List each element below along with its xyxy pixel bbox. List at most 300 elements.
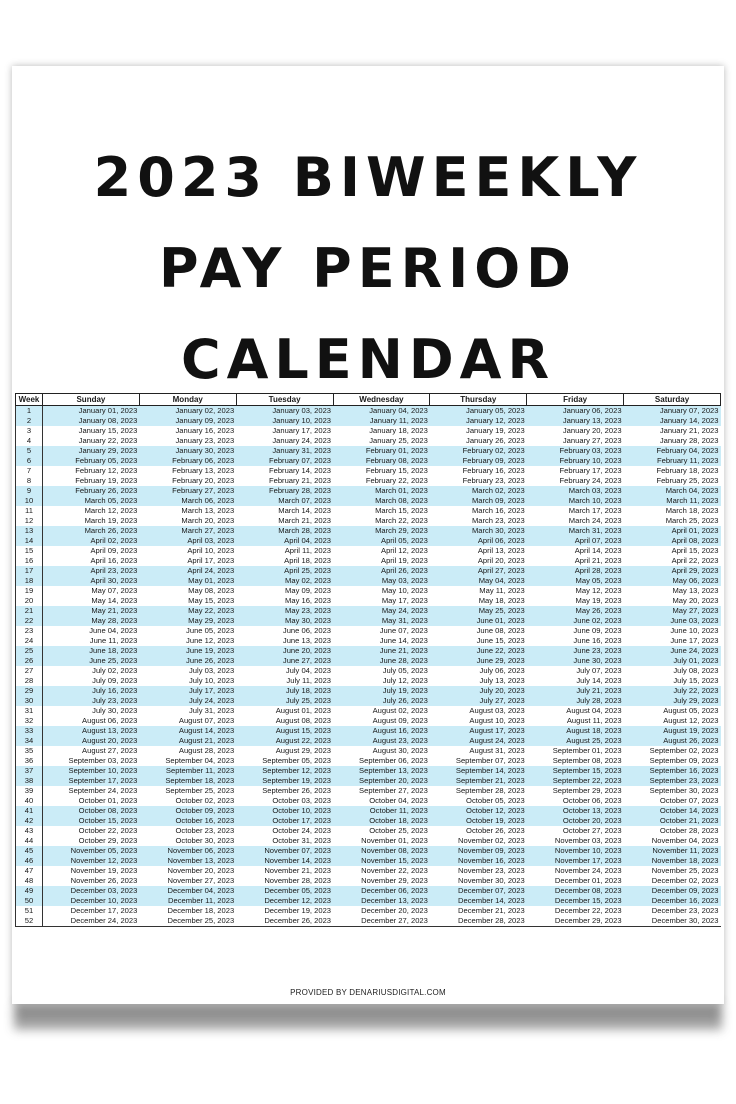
date-cell: April 28, 2023 (527, 566, 624, 576)
date-cell: February 07, 2023 (236, 456, 333, 466)
week-number-cell: 28 (16, 676, 43, 686)
date-cell: May 17, 2023 (381, 596, 428, 605)
date-cell: January 14, 2023 (624, 416, 721, 426)
table-row (16, 736, 721, 746)
table-row (16, 506, 721, 516)
date-cell: July 03, 2023 (189, 666, 235, 675)
date-cell: January 24, 2023 (272, 436, 332, 445)
date-cell: February 04, 2023 (624, 446, 721, 456)
date-cell: November 15, 2023 (333, 856, 430, 866)
date-cell: May 02, 2023 (236, 576, 333, 586)
week-number-cell: 41 (16, 806, 43, 816)
date-cell: June 15, 2023 (476, 636, 525, 645)
date-cell: July 22, 2023 (624, 686, 721, 696)
date-cell: February 17, 2023 (559, 466, 622, 475)
table-header-row (16, 394, 721, 406)
date-cell: April 20, 2023 (477, 556, 525, 565)
table-row (16, 856, 721, 866)
table-row (16, 586, 721, 596)
date-cell: February 06, 2023 (139, 456, 236, 466)
week-number-cell: 45 (16, 846, 43, 856)
week-number-cell: 49 (16, 886, 43, 896)
date-cell: November 30, 2023 (458, 876, 525, 885)
date-cell: September 14, 2023 (430, 766, 527, 776)
date-cell: April 24, 2023 (139, 566, 236, 576)
date-cell: September 27, 2023 (359, 786, 428, 795)
table-row (16, 656, 721, 666)
table-row (16, 636, 721, 646)
week-number-cell: 27 (16, 666, 43, 676)
date-cell: February 15, 2023 (365, 466, 428, 475)
date-cell: February 12, 2023 (75, 466, 138, 475)
table-row (16, 896, 721, 906)
date-cell: August 16, 2023 (333, 726, 430, 736)
date-cell: November 20, 2023 (167, 866, 235, 875)
date-cell: February 10, 2023 (527, 456, 624, 466)
date-cell: March 24, 2023 (568, 516, 622, 525)
date-cell: June 22, 2023 (430, 646, 527, 656)
date-cell: February 16, 2023 (462, 466, 525, 475)
week-number-cell: 11 (16, 506, 43, 516)
table-row (16, 786, 721, 796)
date-cell: July 09, 2023 (92, 676, 138, 685)
date-cell: October 09, 2023 (139, 806, 236, 816)
date-cell: July 18, 2023 (236, 686, 333, 696)
date-cell: February 22, 2023 (365, 476, 428, 485)
date-cell: January 15, 2023 (78, 426, 138, 435)
date-cell: March 26, 2023 (43, 526, 140, 536)
date-cell: July 10, 2023 (189, 676, 235, 685)
date-cell: November 16, 2023 (430, 856, 527, 866)
date-cell: August 11, 2023 (566, 716, 622, 725)
date-cell: November 11, 2023 (624, 846, 721, 856)
date-cell: April 27, 2023 (430, 566, 527, 576)
date-cell: October 02, 2023 (175, 796, 235, 805)
date-cell: January 09, 2023 (139, 416, 236, 426)
date-cell: September 05, 2023 (262, 756, 332, 765)
date-cell: January 04, 2023 (333, 406, 430, 417)
week-number-cell: 20 (16, 596, 43, 606)
date-cell: March 29, 2023 (333, 526, 430, 536)
date-cell: April 07, 2023 (527, 536, 624, 546)
date-cell: April 06, 2023 (430, 536, 527, 546)
date-cell: July 26, 2023 (333, 696, 430, 706)
table-row (16, 446, 721, 456)
date-cell: August 19, 2023 (624, 726, 721, 736)
date-cell: June 06, 2023 (282, 626, 332, 635)
date-cell: January 02, 2023 (139, 406, 236, 417)
week-number-cell: 36 (16, 756, 43, 766)
date-cell: June 03, 2023 (624, 616, 721, 626)
date-cell: February 21, 2023 (268, 476, 332, 485)
date-cell: January 10, 2023 (236, 416, 333, 426)
date-cell: March 16, 2023 (471, 506, 525, 515)
date-cell: October 21, 2023 (624, 816, 721, 826)
header-sunday: Sunday (43, 394, 140, 406)
date-cell: May 04, 2023 (430, 576, 527, 586)
date-cell: March 04, 2023 (624, 486, 721, 496)
date-cell: April 01, 2023 (624, 526, 721, 536)
date-cell: March 12, 2023 (84, 506, 138, 515)
date-cell: February 01, 2023 (333, 446, 430, 456)
week-number-cell: 5 (16, 446, 43, 456)
date-cell: September 16, 2023 (624, 766, 721, 776)
table-row (16, 576, 721, 586)
date-cell: June 04, 2023 (89, 626, 138, 635)
date-cell: June 16, 2023 (573, 636, 622, 645)
table-row (16, 876, 721, 886)
date-cell: October 26, 2023 (466, 826, 525, 835)
date-cell: August 25, 2023 (527, 736, 624, 746)
date-cell: June 07, 2023 (379, 626, 428, 635)
date-cell: December 07, 2023 (430, 886, 527, 896)
week-number-cell: 1 (16, 406, 43, 417)
table-row (16, 416, 721, 426)
date-cell: December 29, 2023 (527, 916, 624, 927)
date-cell: January 28, 2023 (659, 436, 719, 445)
date-cell: January 17, 2023 (272, 426, 332, 435)
date-cell: April 02, 2023 (43, 536, 140, 546)
date-cell: October 22, 2023 (78, 826, 138, 835)
table-row (16, 616, 721, 626)
date-cell: May 26, 2023 (527, 606, 624, 616)
date-cell: January 29, 2023 (43, 446, 140, 456)
date-cell: April 19, 2023 (381, 556, 428, 565)
date-cell: November 07, 2023 (236, 846, 333, 856)
table-row (16, 596, 721, 606)
week-number-cell: 32 (16, 716, 43, 726)
date-cell: December 06, 2023 (333, 886, 430, 896)
date-cell: July 11, 2023 (286, 676, 332, 685)
week-number-cell: 15 (16, 546, 43, 556)
date-cell: April 11, 2023 (284, 546, 332, 555)
week-number-cell: 10 (16, 496, 43, 506)
date-cell: May 22, 2023 (139, 606, 236, 616)
date-cell: March 13, 2023 (181, 506, 235, 515)
date-cell: September 13, 2023 (333, 766, 430, 776)
date-cell: December 05, 2023 (236, 886, 333, 896)
table-row (16, 566, 721, 576)
date-cell: November 26, 2023 (70, 876, 138, 885)
table-row (16, 846, 721, 856)
date-cell: May 18, 2023 (478, 596, 525, 605)
week-number-cell: 38 (16, 776, 43, 786)
date-cell: July 31, 2023 (189, 706, 235, 715)
table-row (16, 916, 721, 927)
date-cell: October 17, 2023 (236, 816, 333, 826)
table-row (16, 536, 721, 546)
date-cell: November 22, 2023 (361, 866, 428, 875)
date-cell: March 27, 2023 (139, 526, 236, 536)
date-cell: June 30, 2023 (527, 656, 624, 666)
date-cell: August 24, 2023 (430, 736, 527, 746)
date-cell: September 12, 2023 (236, 766, 333, 776)
date-cell: April 14, 2023 (574, 546, 622, 555)
date-cell: August 27, 2023 (82, 746, 138, 755)
date-cell: November 17, 2023 (527, 856, 624, 866)
date-cell: June 09, 2023 (573, 626, 622, 635)
date-cell: May 29, 2023 (139, 616, 236, 626)
date-cell: January 20, 2023 (562, 426, 622, 435)
date-cell: October 16, 2023 (139, 816, 236, 826)
date-cell: December 10, 2023 (43, 896, 140, 906)
date-cell: December 15, 2023 (527, 896, 624, 906)
date-cell: April 21, 2023 (574, 556, 622, 565)
date-cell: October 25, 2023 (369, 826, 428, 835)
date-cell: June 25, 2023 (43, 656, 140, 666)
date-cell: July 24, 2023 (139, 696, 236, 706)
date-cell: September 15, 2023 (527, 766, 624, 776)
date-cell: October 27, 2023 (562, 826, 622, 835)
date-cell: January 08, 2023 (43, 416, 140, 426)
date-cell: August 02, 2023 (372, 706, 428, 715)
date-cell: October 04, 2023 (369, 796, 428, 805)
date-cell: December 18, 2023 (167, 906, 235, 915)
date-cell: April 08, 2023 (624, 536, 721, 546)
date-cell: November 12, 2023 (43, 856, 140, 866)
page-title (12, 132, 724, 405)
date-cell: March 09, 2023 (430, 496, 527, 506)
date-cell: December 27, 2023 (333, 916, 430, 927)
date-cell: January 07, 2023 (624, 406, 721, 417)
date-cell: March 31, 2023 (527, 526, 624, 536)
date-cell: November 08, 2023 (333, 846, 430, 856)
date-cell: December 08, 2023 (527, 886, 624, 896)
week-number-cell: 39 (16, 786, 43, 796)
date-cell: June 23, 2023 (527, 646, 624, 656)
week-number-cell: 21 (16, 606, 43, 616)
date-cell: April 25, 2023 (236, 566, 333, 576)
date-cell: April 18, 2023 (284, 556, 332, 565)
date-cell: May 24, 2023 (333, 606, 430, 616)
date-cell: November 06, 2023 (139, 846, 236, 856)
date-cell: September 21, 2023 (430, 776, 527, 786)
date-cell: October 14, 2023 (624, 806, 721, 816)
date-cell: June 21, 2023 (333, 646, 430, 656)
date-cell: November 23, 2023 (458, 866, 525, 875)
week-number-cell: 34 (16, 736, 43, 746)
date-cell: May 05, 2023 (527, 576, 624, 586)
date-cell: February 20, 2023 (172, 476, 235, 485)
week-number-cell: 31 (16, 706, 43, 716)
date-cell: July 07, 2023 (576, 666, 622, 675)
date-cell: December 19, 2023 (264, 906, 332, 915)
date-cell: February 19, 2023 (75, 476, 138, 485)
date-cell: February 23, 2023 (462, 476, 525, 485)
table-row (16, 556, 721, 566)
table-row (16, 606, 721, 616)
date-cell: May 31, 2023 (333, 616, 430, 626)
date-cell: May 25, 2023 (430, 606, 527, 616)
date-cell: May 15, 2023 (188, 596, 235, 605)
date-cell: July 15, 2023 (673, 676, 719, 685)
date-cell: March 23, 2023 (471, 516, 525, 525)
date-cell: September 20, 2023 (333, 776, 430, 786)
header-monday: Monday (139, 394, 236, 406)
date-cell: June 18, 2023 (43, 646, 140, 656)
date-cell: January 19, 2023 (466, 426, 525, 435)
date-cell: November 21, 2023 (264, 866, 332, 875)
date-cell: March 30, 2023 (430, 526, 527, 536)
date-cell: July 02, 2023 (92, 666, 138, 675)
date-cell: June 08, 2023 (476, 626, 525, 635)
table-row (16, 706, 721, 716)
date-cell: March 08, 2023 (333, 496, 430, 506)
date-cell: August 20, 2023 (43, 736, 140, 746)
date-cell: August 08, 2023 (275, 716, 332, 725)
week-number-cell: 37 (16, 766, 43, 776)
date-cell: January 05, 2023 (430, 406, 527, 417)
date-cell: June 24, 2023 (624, 646, 721, 656)
date-cell: October 31, 2023 (272, 836, 332, 845)
date-cell: January 25, 2023 (369, 436, 428, 445)
date-cell: April 09, 2023 (90, 546, 138, 555)
date-cell: May 27, 2023 (624, 606, 721, 616)
week-number-cell: 43 (16, 826, 43, 836)
date-cell: April 23, 2023 (43, 566, 140, 576)
date-cell: July 06, 2023 (479, 666, 525, 675)
date-cell: August 14, 2023 (139, 726, 236, 736)
date-cell: May 14, 2023 (91, 596, 138, 605)
date-cell: September 22, 2023 (527, 776, 624, 786)
date-cell: August 12, 2023 (663, 716, 719, 725)
date-cell: August 26, 2023 (624, 736, 721, 746)
date-cell: August 22, 2023 (236, 736, 333, 746)
date-cell: September 09, 2023 (649, 756, 719, 765)
table-row (16, 776, 721, 786)
date-cell: October 23, 2023 (175, 826, 235, 835)
date-cell: November 14, 2023 (236, 856, 333, 866)
date-cell: August 07, 2023 (178, 716, 235, 725)
date-cell: July 29, 2023 (624, 696, 721, 706)
title-line-2: PAY PERIOD (158, 237, 577, 300)
date-cell: January 26, 2023 (466, 436, 525, 445)
week-number-cell: 44 (16, 836, 43, 846)
date-cell: December 09, 2023 (624, 886, 721, 896)
date-cell: July 30, 2023 (92, 706, 138, 715)
table-row (16, 496, 721, 506)
date-cell: November 28, 2023 (264, 876, 332, 885)
date-cell: February 24, 2023 (559, 476, 622, 485)
table-row (16, 816, 721, 826)
date-cell: May 12, 2023 (575, 586, 622, 595)
date-cell: November 13, 2023 (139, 856, 236, 866)
date-cell: November 10, 2023 (527, 846, 624, 856)
date-cell: August 23, 2023 (333, 736, 430, 746)
date-cell: December 26, 2023 (236, 916, 333, 927)
table-row (16, 866, 721, 876)
date-cell: April 16, 2023 (90, 556, 138, 565)
date-cell: August 18, 2023 (527, 726, 624, 736)
date-cell: May 19, 2023 (575, 596, 622, 605)
date-cell: October 01, 2023 (78, 796, 138, 805)
week-number-cell: 4 (16, 436, 43, 446)
title-line-1: 2023 BIWEEKLY (93, 146, 643, 209)
date-cell: October 20, 2023 (527, 816, 624, 826)
date-cell: April 17, 2023 (187, 556, 235, 565)
date-cell: March 03, 2023 (527, 486, 624, 496)
date-cell: April 15, 2023 (671, 546, 719, 555)
date-cell: November 04, 2023 (651, 836, 719, 845)
date-cell: January 27, 2023 (562, 436, 622, 445)
date-cell: February 26, 2023 (43, 486, 140, 496)
date-cell: December 24, 2023 (43, 916, 140, 927)
date-cell: September 07, 2023 (455, 756, 525, 765)
date-cell: July 12, 2023 (382, 676, 428, 685)
date-cell: November 27, 2023 (167, 876, 235, 885)
date-cell: January 13, 2023 (527, 416, 624, 426)
date-cell: January 03, 2023 (236, 406, 333, 417)
date-cell: July 05, 2023 (382, 666, 428, 675)
date-cell: July 23, 2023 (43, 696, 140, 706)
table-row (16, 756, 721, 766)
header-thursday: Thursday (430, 394, 527, 406)
table-row (16, 456, 721, 466)
table-row (16, 826, 721, 836)
week-number-cell: 18 (16, 576, 43, 586)
table-row (16, 836, 721, 846)
date-cell: January 18, 2023 (369, 426, 428, 435)
date-cell: February 14, 2023 (268, 466, 332, 475)
header-week: Week (16, 394, 43, 406)
header-saturday: Saturday (624, 394, 721, 406)
footer-credit: PROVIDED BY DENARIUSDIGITAL.COM (290, 988, 446, 997)
date-cell: April 04, 2023 (236, 536, 333, 546)
date-cell: September 28, 2023 (455, 786, 525, 795)
date-cell: July 13, 2023 (479, 676, 525, 685)
date-cell: May 30, 2023 (236, 616, 333, 626)
date-cell: October 18, 2023 (333, 816, 430, 826)
date-cell: December 25, 2023 (139, 916, 236, 927)
date-cell: April 26, 2023 (333, 566, 430, 576)
week-number-cell: 17 (16, 566, 43, 576)
date-cell: October 29, 2023 (78, 836, 138, 845)
date-cell: May 09, 2023 (285, 586, 332, 595)
header-friday: Friday (527, 394, 624, 406)
date-cell: June 10, 2023 (670, 626, 719, 635)
header-wednesday: Wednesday (333, 394, 430, 406)
table-row (16, 686, 721, 696)
date-cell: November 05, 2023 (43, 846, 140, 856)
date-cell: May 10, 2023 (381, 586, 428, 595)
date-cell: May 16, 2023 (285, 596, 332, 605)
date-cell: September 04, 2023 (165, 756, 235, 765)
table-row (16, 486, 721, 496)
date-cell: September 10, 2023 (43, 766, 140, 776)
date-cell: March 19, 2023 (84, 516, 138, 525)
week-number-cell: 3 (16, 426, 43, 436)
date-cell: June 12, 2023 (186, 636, 235, 645)
week-number-cell: 35 (16, 746, 43, 756)
date-cell: December 01, 2023 (554, 876, 622, 885)
week-number-cell: 48 (16, 876, 43, 886)
date-cell: December 11, 2023 (139, 896, 236, 906)
date-cell: August 01, 2023 (275, 706, 332, 715)
date-cell: January 16, 2023 (175, 426, 235, 435)
date-cell: July 17, 2023 (139, 686, 236, 696)
date-cell: April 30, 2023 (43, 576, 140, 586)
table-row (16, 696, 721, 706)
date-cell: July 04, 2023 (285, 666, 332, 675)
date-cell: March 07, 2023 (236, 496, 333, 506)
date-cell: November 18, 2023 (624, 856, 721, 866)
date-cell: June 05, 2023 (186, 626, 235, 635)
table-row (16, 806, 721, 816)
date-cell: November 25, 2023 (651, 866, 719, 875)
date-cell: June 17, 2023 (670, 636, 719, 645)
date-cell: July 21, 2023 (527, 686, 624, 696)
date-cell: February 28, 2023 (236, 486, 333, 496)
